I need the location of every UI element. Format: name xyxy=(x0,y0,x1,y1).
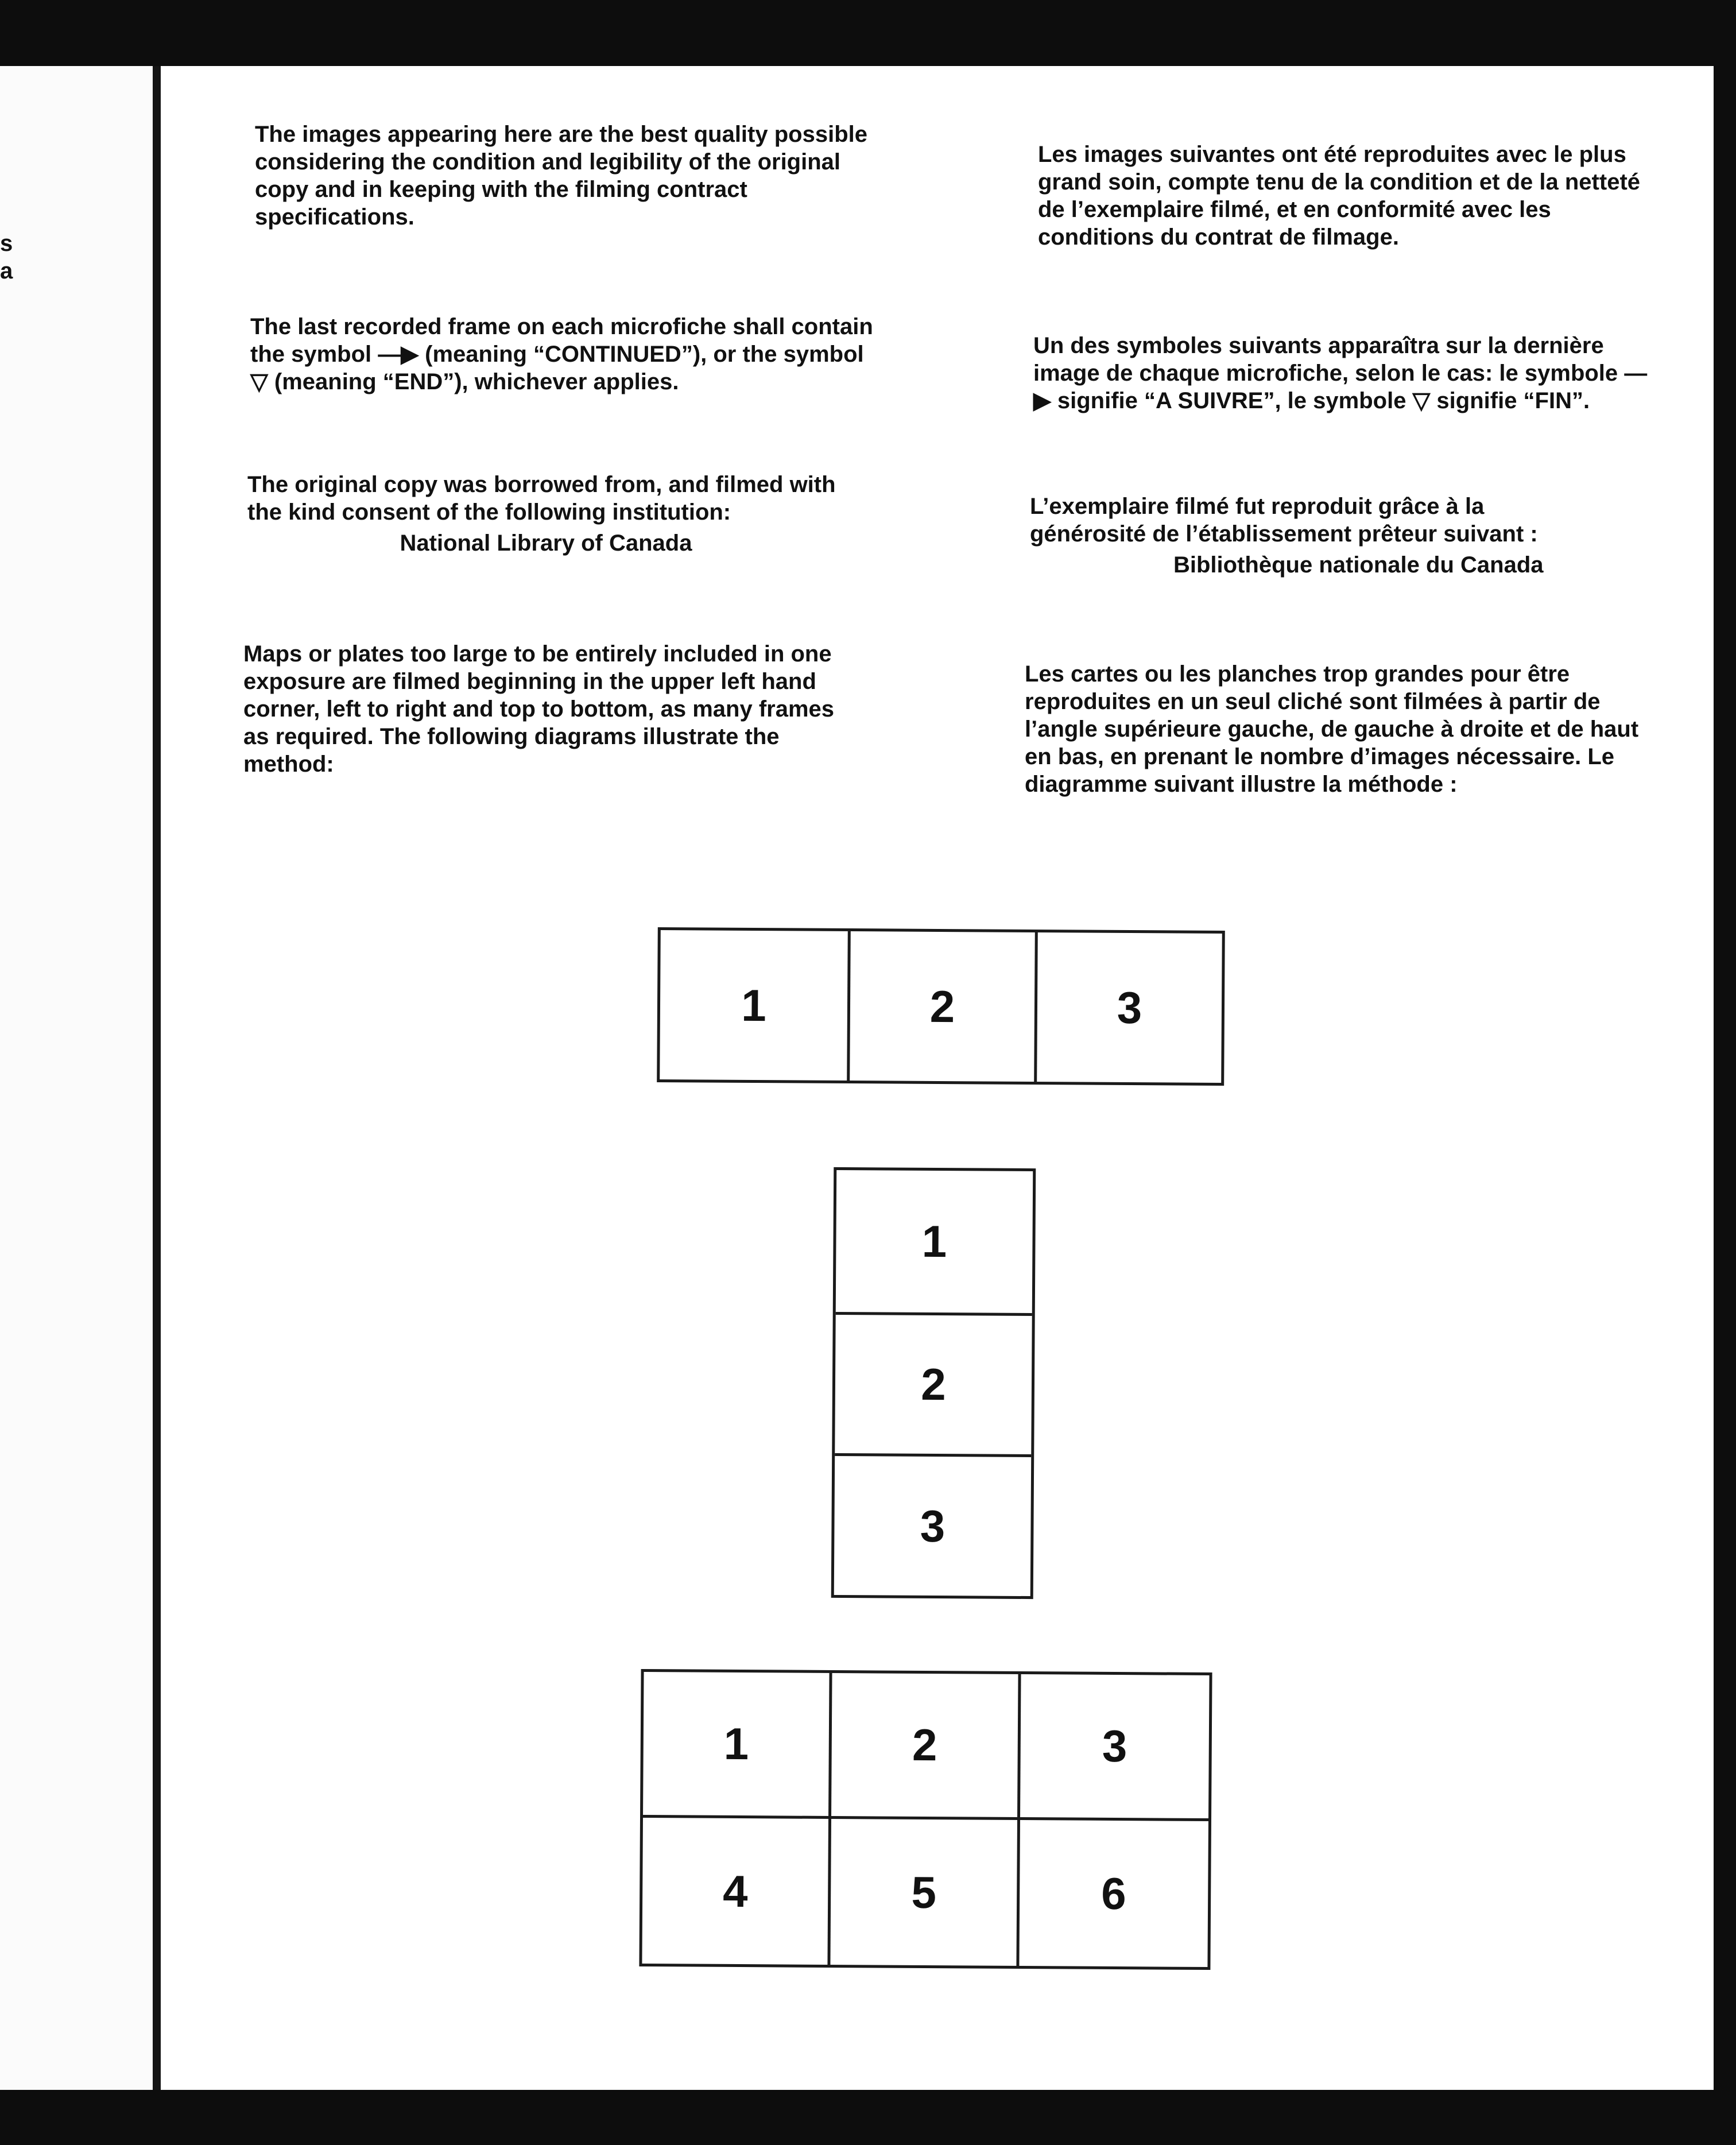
frame-cell: 1 xyxy=(643,1672,832,1819)
french-quality-paragraph xyxy=(1038,141,1652,251)
frame-cell: 1 xyxy=(921,1215,947,1267)
top-frame-border xyxy=(0,0,1736,66)
diagram-column-of-frames xyxy=(831,1167,1036,1599)
diagram-row-of-frames xyxy=(657,927,1225,1086)
english-quality-paragraph xyxy=(255,121,869,231)
frame-cell: 3 xyxy=(1034,932,1222,1083)
english-symbols-text: The last recorded frame on each microfiche shall contain the symbol —▶ (meaning “CONTINUED”), or the symbol ▽ (meaning “END”), whichever applies. xyxy=(250,314,873,394)
frame-cell: 3 xyxy=(1020,1674,1210,1821)
french-maps-text: Les cartes ou les planches trop grandes pour être reproduites en un seul cliché sont filmées à partir de l’angle supérieure gauche, de gauche à droite et de haut en bas, en prenant le nombre d’images nécessaire. Le diagramme suivant illustre la méthode : xyxy=(1025,661,1639,797)
frame-cell: 2 xyxy=(835,1312,1032,1455)
french-borrowed-paragraph xyxy=(1030,493,1604,579)
english-borrowed-text: The original copy was borrowed from, and filmed with the kind consent of the following institution: xyxy=(247,472,836,525)
english-quality-text: The images appearing here are the best quality possible considering the condition and legibility of the original copy and in keeping with the filming contract specifications. xyxy=(255,122,867,230)
previous-page-margin xyxy=(0,29,153,2090)
frame-cell: 2 xyxy=(847,931,1035,1082)
margin-char: a xyxy=(0,258,13,284)
frame-cell: 4 xyxy=(642,1818,831,1965)
frame-cell: 6 xyxy=(1101,1868,1127,1919)
frame-cell: 2 xyxy=(831,1673,1021,1820)
french-borrowed-text: L’exemplaire filmé fut reproduit grâce à la générosité de l’établissement prêteur suivant : xyxy=(1030,494,1538,547)
page-spine xyxy=(153,29,161,2090)
english-maps-paragraph xyxy=(243,640,858,778)
margin-char: s xyxy=(0,231,13,256)
frame-cell: 5 xyxy=(831,1819,1020,1966)
english-borrowed-paragraph xyxy=(247,471,844,557)
frame-cell: 1 xyxy=(741,979,766,1031)
french-symbols-paragraph xyxy=(1033,332,1653,415)
english-symbols-paragraph xyxy=(250,313,876,396)
frame-cell: 3 xyxy=(834,1453,1032,1596)
french-quality-text: Les images suivantes ont été reproduites avec le plus grand soin, compte tenu de la condition et de la netteté de l’exemplaire filmé, et en conformité avec les conditions du contrat de filmage. xyxy=(1038,142,1641,250)
diagram-grid-of-frames xyxy=(639,1669,1212,1970)
right-frame-border xyxy=(1714,0,1736,2145)
french-institution-name: Bibliothèque nationale du Canada xyxy=(1173,552,1544,578)
english-institution-name: National Library of Canada xyxy=(400,531,692,556)
bottom-frame-border xyxy=(0,2090,1736,2145)
french-symbols-text: Un des symboles suivants apparaîtra sur la dernière image de chaque microfiche, selon le cas: le symbole —▶ signifie “A SUIVRE”, le symbole ▽ signifie “FIN”. xyxy=(1033,333,1648,413)
english-maps-text: Maps or plates too large to be entirely included in one exposure are filmed beginning in the upper left hand corner, left to right and top to bottom, as many frames as required. The following diagrams illustrate the method: xyxy=(243,641,835,777)
french-maps-paragraph xyxy=(1025,660,1650,798)
